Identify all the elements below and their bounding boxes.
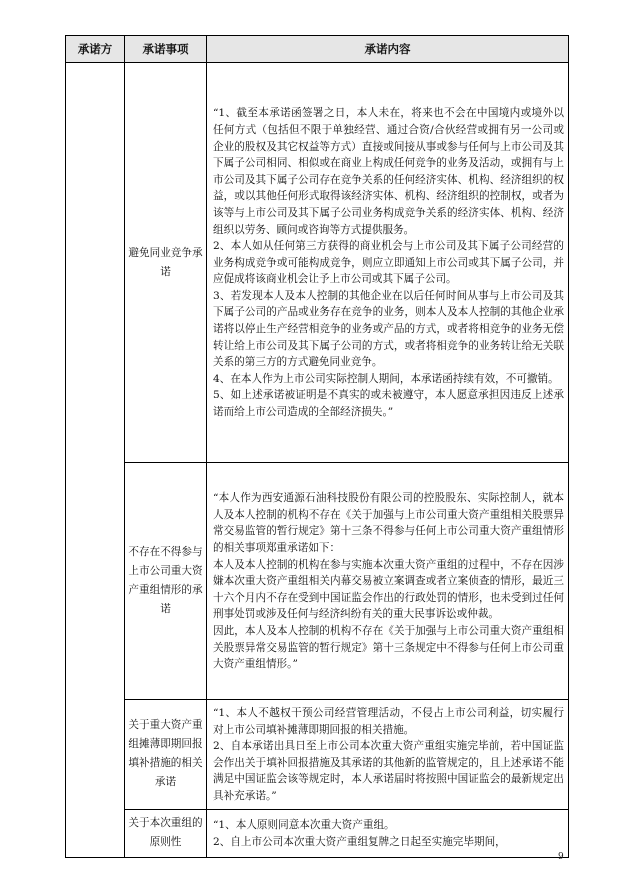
content-paragraph: 3、若发现本人及本人控制的其他企业在以后任何时间从事与上市公司及其下属子公司的产品或业务存在竞争的业务，则本人及本人控制的其他企业承诺将以停止生产经营相竞争的业务或产品的方式，或者将相竞争的业务无偿转让给上市公司及其下属子公司的方式，或者将相竞争的业务转让给无关联关系的第三方的方式避免同业竞争。 — [213, 289, 564, 369]
content-paragraph: 5、如上述承诺被证明是不真实的或未被遵守，本人愿意承担因违反上述承诺而给上市公司造成的全部经济损失。” — [213, 389, 564, 419]
content-paragraph: 2、自上市公司本次重大资产重组复牌之日起至实施完毕期间， — [213, 835, 506, 848]
commitment-content — [207, 63, 569, 463]
commitment-item: 不存在不得参与上市公司重大资产重组情形的承诺 — [125, 463, 207, 700]
header-item: 承诺事项 — [125, 36, 207, 63]
table-row — [66, 809, 569, 857]
commitment-item: 避免同业竞争承诺 — [125, 63, 207, 463]
content-paragraph: 因此，本人及本人控制的机构不存在《关于加强与上市公司重大资产重组相关股票异常交易监管的暂行规定》第十三条规定中不得参与任何上市公司重大资产重组情形。” — [213, 624, 564, 671]
page-number: 9 — [558, 852, 564, 862]
commitment-item: 关于本次重组的原则性 — [125, 809, 207, 857]
header-content: 承诺内容 — [207, 36, 569, 63]
content-paragraph: 2、自本承诺出具日至上市公司本次重大资产重组实施完毕前，若中国证监会作出关于填补回报措施及其承诺的其他新的监管规定的，且上述承诺不能满足中国证监会该等规定时，本人承诺届时将按照中国证监会的最新规定出具补充承诺。” — [213, 740, 564, 802]
content-paragraph: “1、本人不越权干预公司经营管理活动，不侵占上市公司利益，切实履行对上市公司填补摊薄即期回报的相关措施。 — [213, 707, 564, 736]
table-row — [66, 463, 569, 700]
commitment-content — [207, 463, 569, 700]
table-row — [66, 700, 569, 810]
table-header-row — [66, 36, 569, 63]
content-paragraph: “1、本人原则同意本次重大资产重组。 — [213, 818, 395, 831]
commitment-content — [207, 700, 569, 810]
content-paragraph: 4、在本人作为上市公司实际控制人期间，本承诺函持续有效，不可撤销。 — [213, 372, 559, 385]
content-paragraph: “1、截至本承诺函签署之日，本人未在，将来也不会在中国境内或境外以任何方式（包括但不限于单独经营、通过合资/合伙经营或拥有另一公司或企业的股权及其它权益等方式）直接或间接从事或参与任何与上市公司及其下属子公司相同、相似或在商业上构成任何竞争的业务及活动，或拥有与上市公司及其下属子公司存在竞争关系的任何经济实体、机构、经济组织的权益，或以其他任何形式取得该经济实体、机构、经济组织的控制权，或者为该等与上市公司及其下属子公司业务构成竞争关系的经济实体、机构、经济组织以劳务、顾问或咨询等方式提供服务。 — [213, 107, 564, 236]
content-paragraph: 本人及本人控制的机构在参与实施本次重大资产重组的过程中，不存在因涉嫌本次重大资产重组相关内幕交易被立案调查或者立案侦查的情形，最近三十六个月内不存在受到中国证监会作出的行政处罚的情形，也未受到过任何刑事处罚或涉及任何与经济纠纷有关的重大民事诉讼或仲裁。 — [213, 558, 564, 621]
content-paragraph: 2、本人如从任何第三方获得的商业机会与上市公司及其下属子公司经营的业务构成竞争或可能构成竞争，则应立即通知上市公司或其下属子公司，并应促成将该商业机会让予上市公司或其下属子公司。 — [213, 240, 564, 286]
commitment-table — [65, 35, 569, 858]
content-paragraph: “本人作为西安通源石油科技股份有限公司的控股股东、实际控制人，就本人及本人控制的机构不存在《关于加强与上市公司重大资产重组相关股票异常交易监管的暂行规定》第十三条不得参与任何上市公司重大资产重组情形的相关事项郑重承诺如下： — [213, 492, 564, 555]
commitment-content — [207, 809, 569, 857]
table-row — [66, 63, 569, 463]
commitment-item: 关于重大资产重组摊薄即期回报填补措施的相关承诺 — [125, 700, 207, 810]
header-party: 承诺方 — [66, 36, 125, 63]
party-cell — [66, 63, 125, 858]
